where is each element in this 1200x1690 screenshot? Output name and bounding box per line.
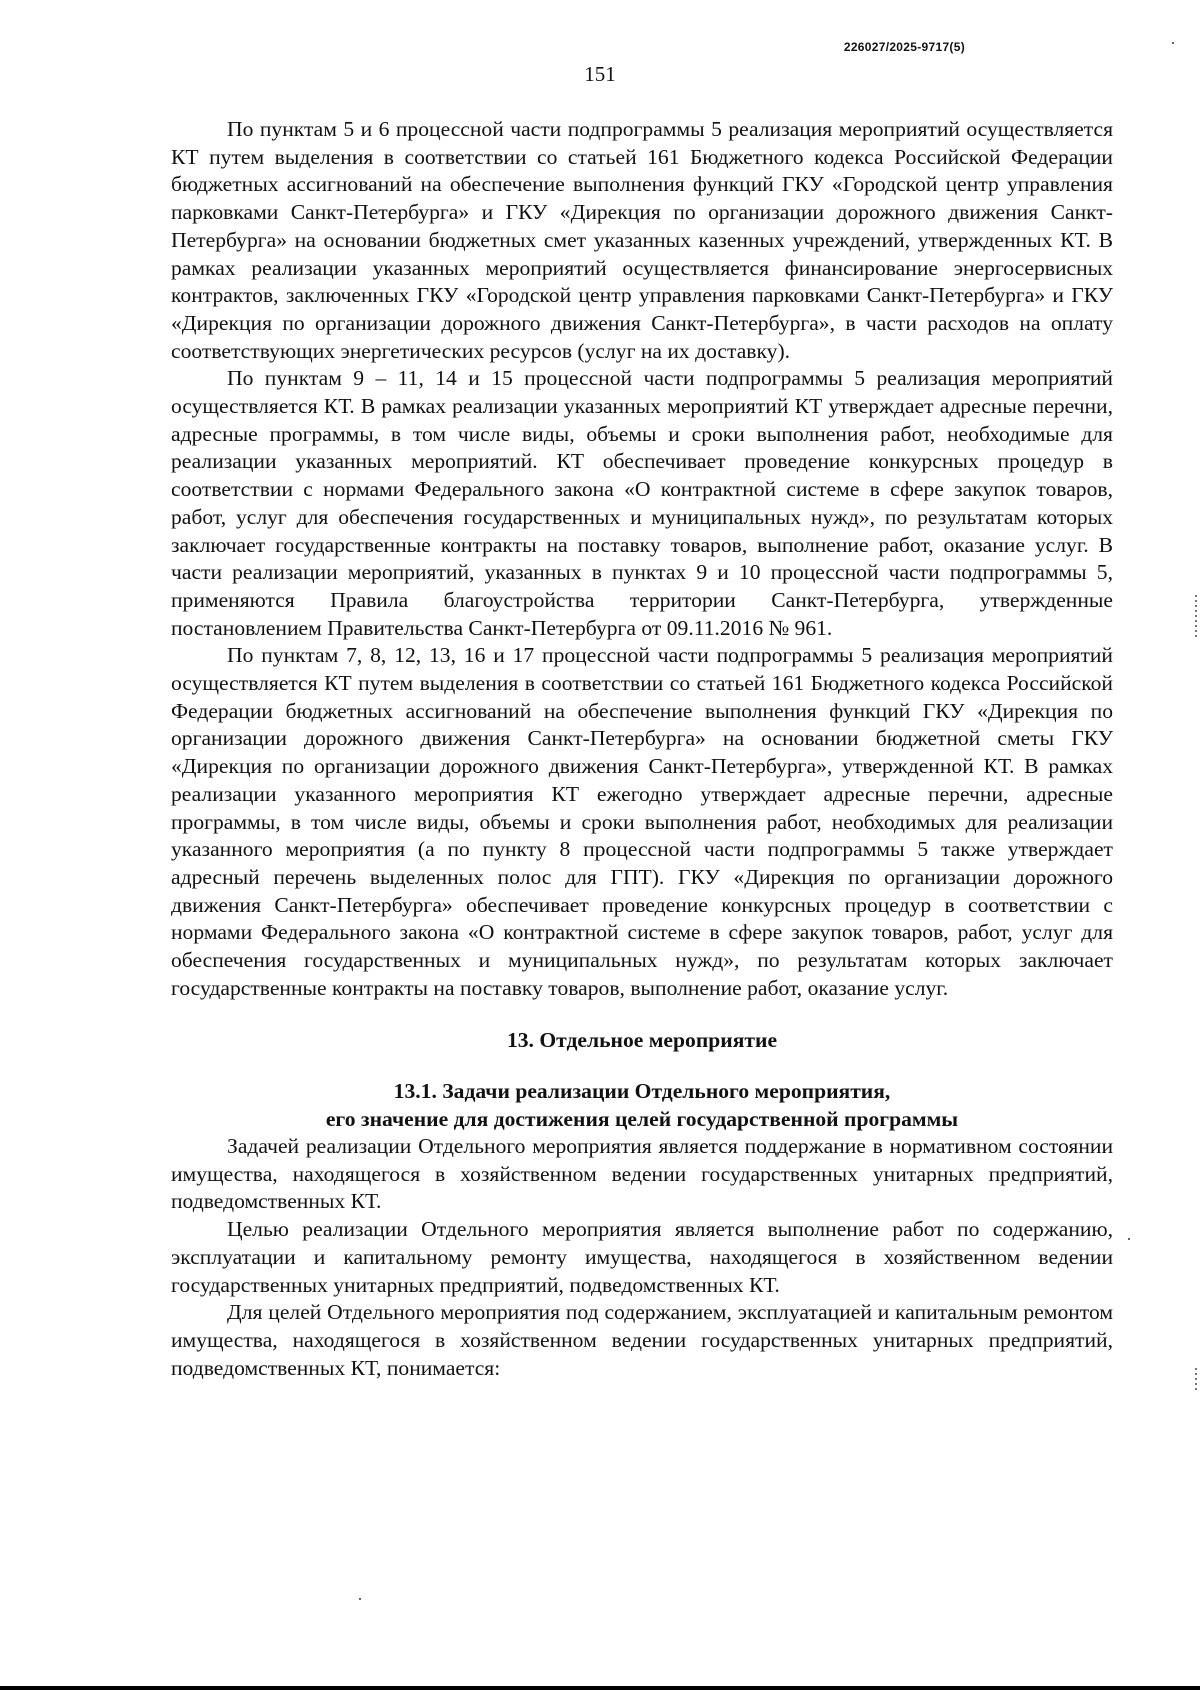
document-id: 226027/2025-9717(5) — [843, 40, 965, 54]
paragraph: Задачей реализации Отдельного мероприятия является поддержание в нормативном состоянии имущества, находящегося в хозяйственном ведении государственных унитарных предприятий, подведомственных КТ. — [171, 1134, 1113, 1214]
paragraph: Для целей Отдельного мероприятия под содержанием, эксплуатацией и капитальным ремонтом имущества, находящегося в хозяйственном ведении государственных унитарных предприятий, подведомственных КТ, понимается: — [171, 1300, 1113, 1380]
section-heading: 13. Отдельное мероприятие — [506, 1027, 778, 1052]
scan-speck — [1128, 1238, 1130, 1240]
paragraph: Целью реализации Отдельного мероприятия является выполнение работ по содержанию, эксплуатации и капитальному ремонту имущества, находящегося в хозяйственном ведении государственных унитарных предприятий, подведомственных КТ. — [171, 1217, 1113, 1297]
paragraph: По пунктам 9 – 11, 14 и 15 процессной части подпрограммы 5 реализация мероприятий осуществляется КТ. В рамках реализации указанных мероприятий КТ утверждает адресные перечни, адресные программы, в том числе виды, объемы и сроки выполнения работ, необходимые для реализации указанных мероприятий. КТ обеспечивает проведение конкурсных процедур в соответствии с нормами Федерального закона «О контрактной системе в сфере закупок товаров, работ, услуг для обеспечения государственных и муниципальных нужд», по результатам которых заключает государственные контракты на поставку товаров, выполнение работ, оказание услуг. В части реализации мероприятий, указанных в пунктах 9 и 10 процессной части подпрограммы 5, применяются Правила благоустройства территории Санкт-Петербурга, утвержденные постановлением Правительства Санкт-Петербурга от 09.11.2016 № 961. — [171, 366, 1113, 640]
subsection-heading-line: 13.1. Задачи реализации Отдельного мероприятия, — [393, 1079, 891, 1103]
document-body — [171, 116, 1113, 1382]
page-number: 151 — [584, 62, 616, 86]
paragraph: По пунктам 5 и 6 процессной части подпрограммы 5 реализация мероприятий осуществляется КТ путем выделения в соответствии со статьей 161 Бюджетного кодекса Российской Федерации бюджетных ассигнований на обеспечение выполнения функций ГКУ «Городской центр управления парковками Санкт-Петербурга» и ГКУ «Дирекция по организации дорожного движения Санкт-Петербурга» на основании бюджетных смет указанных казенных учреждений, утвержденных КТ. В рамках реализации указанных мероприятий осуществляется финансирование энергосервисных контрактов, заключенных ГКУ «Городской центр управления парковками Санкт-Петербурга» и ГКУ «Дирекция по организации дорожного движения Санкт-Петербурга», в части расходов на оплату соответствующих энергетических ресурсов (услуг на их доставку). — [171, 117, 1113, 363]
subsection-heading-line: его значение для достижения целей государственной программы — [325, 1106, 959, 1131]
scan-speck — [1172, 42, 1174, 44]
paragraph: По пунктам 7, 8, 12, 13, 16 и 17 процессной части подпрограммы 5 реализация мероприятий осуществляется КТ путем выделения в соответствии со статьей 161 Бюджетного кодекса Российской Федерации бюджетных ассигнований на обеспечение выполнения функций ГКУ «Дирекция по организации дорожного движения Санкт-Петербурга» на основании бюджетной сметы ГКУ «Дирекция по организации дорожного движения Санкт-Петербурга», утвержденной КТ. В рамках реализации указанного мероприятия КТ ежегодно утверждает адресные перечни, адресные программы, в том числе виды, объемы и сроки выполнения работ, необходимых для реализации указанного мероприятия (а по пункту 8 процессной части подпрограммы 5 также утверждает адресный перечень выделенных полос для ГПТ). ГКУ «Дирекция по организации дорожного движения Санкт-Петербурга» обеспечивает проведение конкурсных процедур в соответствии с нормами Федерального закона «О контрактной системе в сфере закупок товаров, работ, услуг для обеспечения государственных и муниципальных нужд», по результатам которых заключает государственные контракты на поставку товаров, выполнение работ, оказание услуг. — [171, 643, 1113, 1000]
scan-bottom-edge — [0, 1686, 1200, 1690]
scan-edge-marks — [1195, 595, 1197, 637]
scan-speck — [359, 1598, 361, 1600]
scan-edge-marks — [1195, 1368, 1197, 1392]
subsection-heading — [171, 1078, 1113, 1133]
